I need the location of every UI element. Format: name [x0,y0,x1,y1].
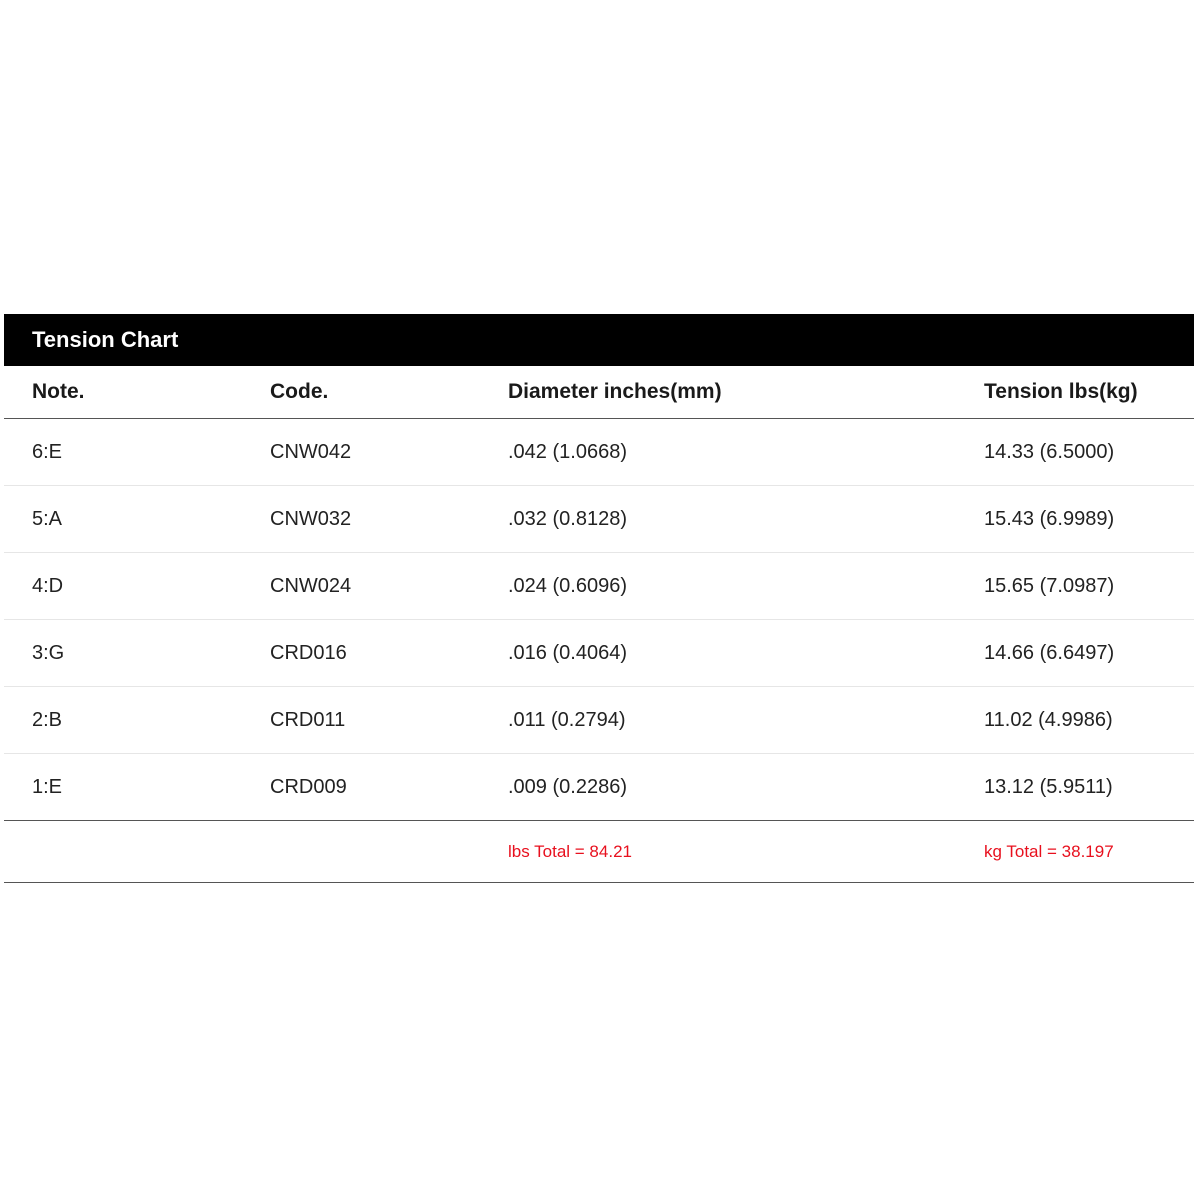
tension-cell: 15.43 (6.9989) [984,507,1115,530]
kg-total: kg Total = 38.197 [984,841,1114,861]
column-header-diameter: Diameter inches(mm) [508,380,722,403]
note-cell: 4:D [32,574,64,597]
column-header-code: Code. [270,380,329,403]
note-cell: 5:A [32,507,63,530]
tension-cell: 14.66 (6.6497) [984,641,1115,664]
diameter-cell: .042 (1.0668) [508,440,627,463]
table-title: Tension Chart [4,314,1194,366]
diameter-cell: .016 (0.4064) [508,641,627,664]
table-row [4,687,1194,754]
tension-cell: 14.33 (6.5000) [984,440,1115,463]
tension-chart-table [4,314,1194,883]
code-cell: CRD011 [270,708,346,731]
diameter-cell: .009 (0.2286) [508,775,627,798]
table-row [4,553,1194,620]
note-cell: 1:E [32,775,63,798]
tension-cell: 13.12 (5.9511) [984,775,1113,798]
table-row [4,754,1194,821]
column-header-tension: Tension lbs(kg) [984,380,1138,403]
code-cell: CRD016 [270,641,347,664]
code-cell: CNW032 [270,507,352,530]
code-cell: CRD009 [270,775,347,798]
code-cell: CNW042 [270,440,352,463]
tension-cell: 11.02 (4.9986) [984,708,1113,731]
table-header-row [4,366,1194,419]
column-header-note: Note. [32,380,85,403]
table-row [4,419,1194,486]
lbs-total: lbs Total = 84.21 [508,841,632,861]
diameter-cell: .032 (0.8128) [508,507,627,530]
tension-cell: 15.65 (7.0987) [984,574,1115,597]
totals-row [4,821,1194,883]
code-cell: CNW024 [270,574,352,597]
note-cell: 2:B [32,708,63,731]
diameter-cell: .011 (0.2794) [508,708,626,731]
table-row [4,620,1194,687]
note-cell: 6:E [32,440,63,463]
table-row [4,486,1194,553]
note-cell: 3:G [32,641,65,664]
diameter-cell: .024 (0.6096) [508,574,627,597]
